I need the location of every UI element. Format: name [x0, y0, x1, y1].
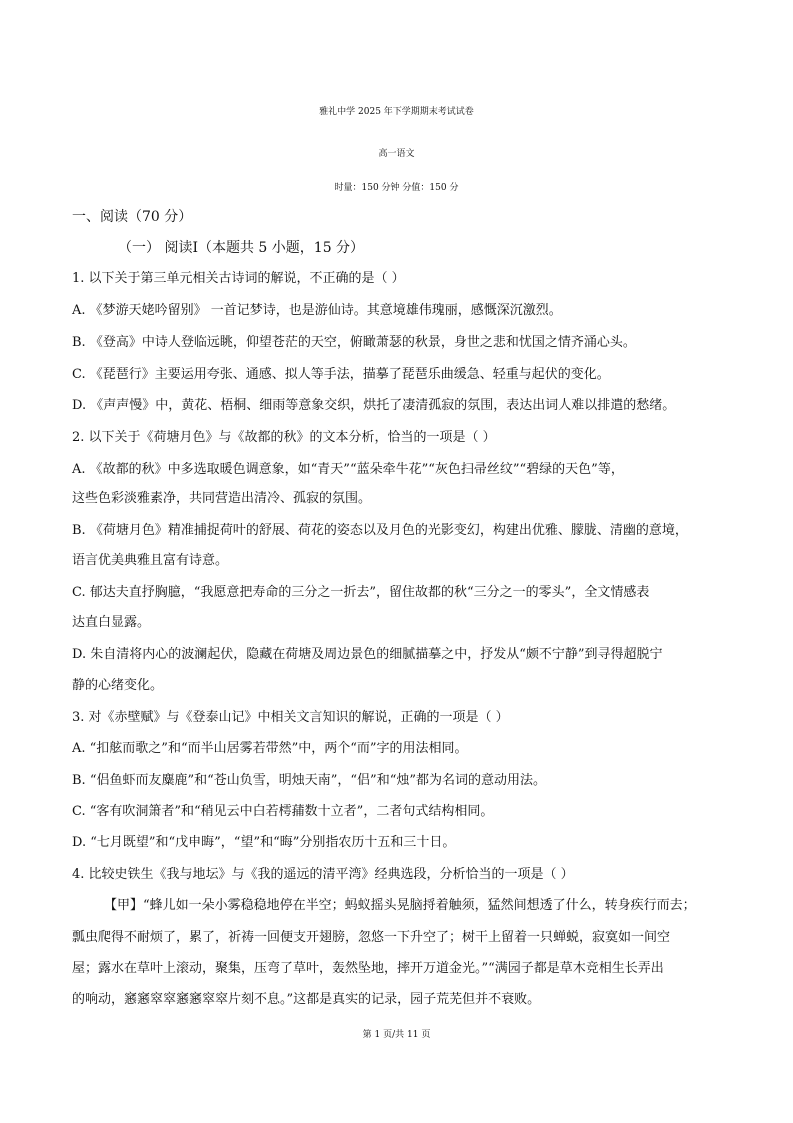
- q2-option-a-cont: 这些色彩淡雅素净，共同营造出清冷、孤寂的氛围。: [72, 491, 372, 506]
- q2-option-c-cont: 达直白显露。: [72, 615, 151, 630]
- q2-option-b: B. 《荷塘月色》精准捕捉荷叶的舒展、荷花的姿态以及月色的光影变幻，构建出优雅、朦胧、清幽的意境，: [72, 523, 688, 538]
- passage-jia-line-1: 【甲】“蜂儿如一朵小雾稳稳地停在半空；蚂蚁摇头晃脑捋着触须，猛然间想透了什么，转身疾行而去；: [104, 898, 696, 913]
- q3-option-c: C. “客有吹洞箫者”和“稍见云中白若樗蒱数十立者”，二者句式结构相同。: [72, 804, 494, 819]
- passage-jia-line-3: 屋；露水在草叶上滚动，聚集，压弯了草叶，轰然坠地，摔开万道金光。”“满园子都是草木竞相生长弄出: [72, 961, 664, 976]
- subsection-heading: （一） 阅读Ⅰ（本题共 5 小题，15 分）: [118, 240, 365, 256]
- q2-option-a: A. 《故都的秋》中多选取暖色调意象，如“青天”“蓝朵牵牛花”“灰色扫帚丝纹”“碧绿的天色”等，: [72, 462, 624, 477]
- q2-option-b-cont: 语言优美典雅且富有诗意。: [72, 553, 229, 568]
- q2-option-d: D. 朱自清将内心的波澜起伏，隐藏在荷塘及周边景色的细腻描摹之中，抒发从“颇不宁静”到寻得超脱宁: [72, 647, 663, 662]
- subject-title: 高一语文: [378, 149, 415, 159]
- question-2: 2. 以下关于《荷塘月色》与《故都的秋》的文本分析，恰当的一项是（ ）: [72, 430, 496, 445]
- page-footer: 第 1 页/共 11 页: [362, 1030, 431, 1040]
- q3-option-d: D. “七月既望”和“戊申晦”，“望”和“晦”分别指农历十五和三十日。: [72, 835, 456, 850]
- q2-option-d-cont: 静的心绪变化。: [72, 678, 164, 693]
- passage-jia-line-2: 瓢虫爬得不耐烦了，累了，祈祷一回便支开翅膀，忽悠一下升空了；树干上留着一只蝉蜕，寂寞如一间空: [72, 930, 671, 945]
- q1-option-a: A. 《梦游天姥吟留别》 一首记梦诗，也是游仙诗。其意境雄伟瑰丽，感慨深沉激烈。: [72, 303, 562, 318]
- q1-option-c: C. 《琵琶行》主要运用夸张、通感、拟人等手法，描摹了琵琶乐曲缓急、轻重与起伏的变化。: [72, 367, 610, 382]
- q1-option-d: D. 《声声慢》中，黄花、梧桐、细雨等意象交织，烘托了凄清孤寂的氛围，表达出词人难以排遣的愁绪。: [72, 398, 676, 413]
- exam-meta: 时量：150 分钟 分值：150 分: [334, 183, 459, 193]
- q3-option-b: B. “侣鱼虾而友麋鹿”和“苍山负雪，明烛天南”，“侣”和“烛”都为名词的意动用法。: [72, 773, 546, 788]
- exam-title: 雅礼中学 2025 年下学期期末考试试卷: [319, 107, 474, 117]
- q1-option-b: B. 《登高》中诗人登临远眺，仰望苍茫的天空，俯瞰萧瑟的秋景，身世之悲和忧国之情齐涌心头。: [72, 335, 636, 350]
- passage-jia-line-4: 的响动，窸窸窣窣窸窸窣窣片刻不息。”这都是真实的记录，园子荒芜但并不衰败。: [72, 992, 541, 1007]
- q2-option-c: C. 郁达夫直抒胸臆，“我愿意把寿命的三分之一折去”，留住故都的秋“三分之一的零头”，全文情感表: [72, 585, 650, 600]
- question-3: 3. 对《赤壁赋》与《登泰山记》中相关文言知识的解说，正确的一项是（ ）: [72, 710, 509, 725]
- section-heading: 一、阅读（70 分）: [72, 209, 193, 225]
- question-4: 4. 比较史铁生《我与地坛》与《我的遥远的清平湾》经典选段，分析恰当的一项是（ ）: [72, 867, 574, 882]
- question-1: 1. 以下关于第三单元相关古诗词的解说，不正确的是（ ）: [72, 271, 405, 286]
- q3-option-a: A. “扣舷而歌之”和“而半山居雾若带然”中，两个“而”字的用法相同。: [72, 741, 468, 756]
